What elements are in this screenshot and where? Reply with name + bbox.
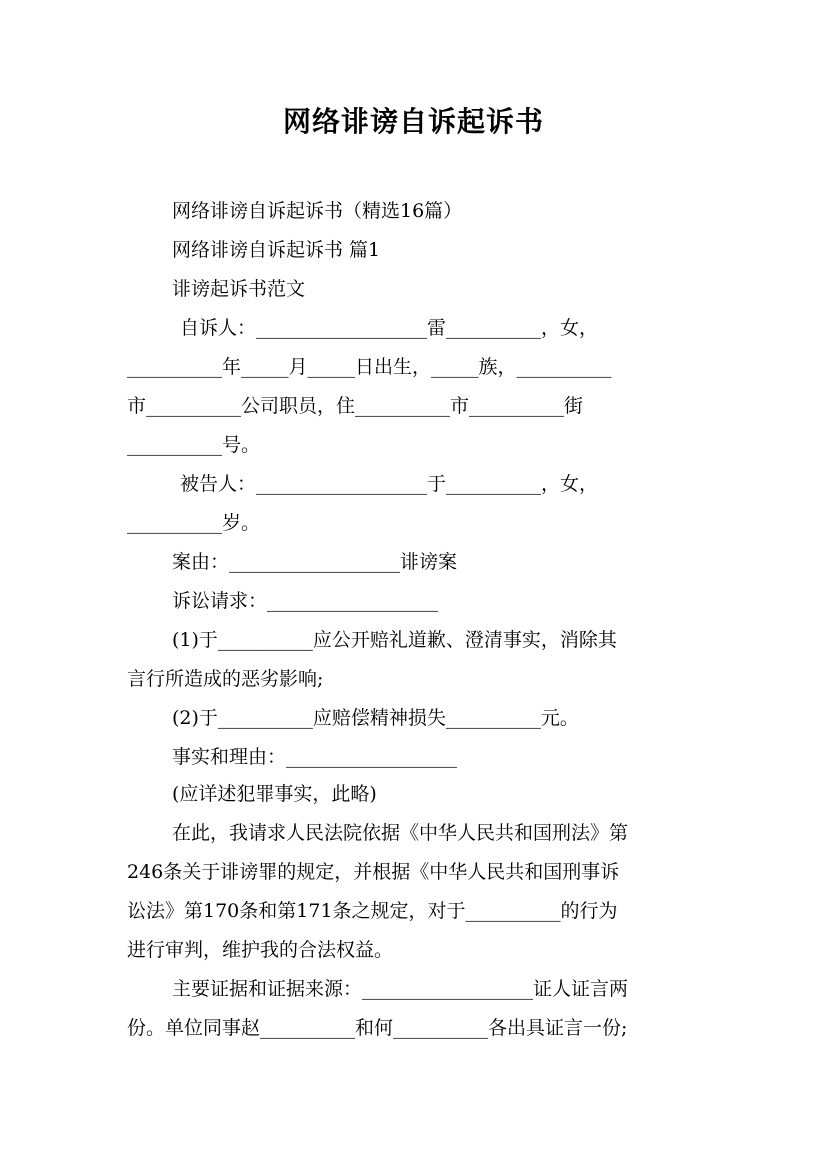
text-line-claim-2: (2)于__________应赔偿精神损失__________元。: [172, 707, 579, 729]
text-line-request-cont-1: 246条关于诽谤罪的规定，并根据《中华人民共和国刑事诉: [127, 861, 620, 883]
text-line-claim-1: (1)于__________应公开赔礼道歉、澄清事实，消除其: [172, 629, 617, 651]
text-line-request-cont-3: 进行审判，维护我的合法权益。: [127, 939, 394, 961]
text-line-request: 在此，我请求人民法院依据《中华人民共和国刑法》第: [172, 822, 629, 844]
text-line-defendant-age: __________岁。: [127, 512, 261, 534]
text-line-facts: 事实和理由：__________________: [172, 746, 458, 768]
text-line-defendant: 被告人：__________________于__________，女，: [180, 473, 599, 495]
document-title: 网络诽谤自诉起诉书: [282, 105, 544, 138]
text-line-plaintiff-birth: __________年_____月_____日出生，_____族，__________: [127, 356, 612, 378]
text-line-cause: 案由：__________________诽谤案: [172, 551, 458, 573]
text-line-section-heading: 网络诽谤自诉起诉书 篇1: [172, 239, 381, 261]
text-line-template-heading: 诽谤起诉书范文: [172, 278, 306, 300]
text-line-plaintiff-number: __________号。: [127, 434, 261, 456]
text-line-evidence: 主要证据和证据来源：__________________证人证言两: [172, 978, 629, 1000]
text-line-evidence-cont: 份。单位同事赵__________和何__________各出具证言一份;: [127, 1017, 628, 1039]
text-line-facts-note: (应详述犯罪事实，此略): [172, 783, 377, 805]
text-line-plaintiff-address: 市__________公司职员，住__________市__________街: [127, 395, 584, 417]
text-line-plaintiff: 自诉人：__________________雷__________，女，: [180, 317, 599, 339]
text-line-request-cont-2: 讼法》第170条和第171条之规定，对于__________的行为: [127, 900, 618, 922]
text-line-subtitle: 网络诽谤自诉起诉书（精选16篇）: [172, 200, 463, 222]
text-line-claims: 诉讼请求：__________________: [172, 590, 439, 612]
text-line-claim-1-cont: 言行所造成的恶劣影响;: [127, 668, 324, 690]
